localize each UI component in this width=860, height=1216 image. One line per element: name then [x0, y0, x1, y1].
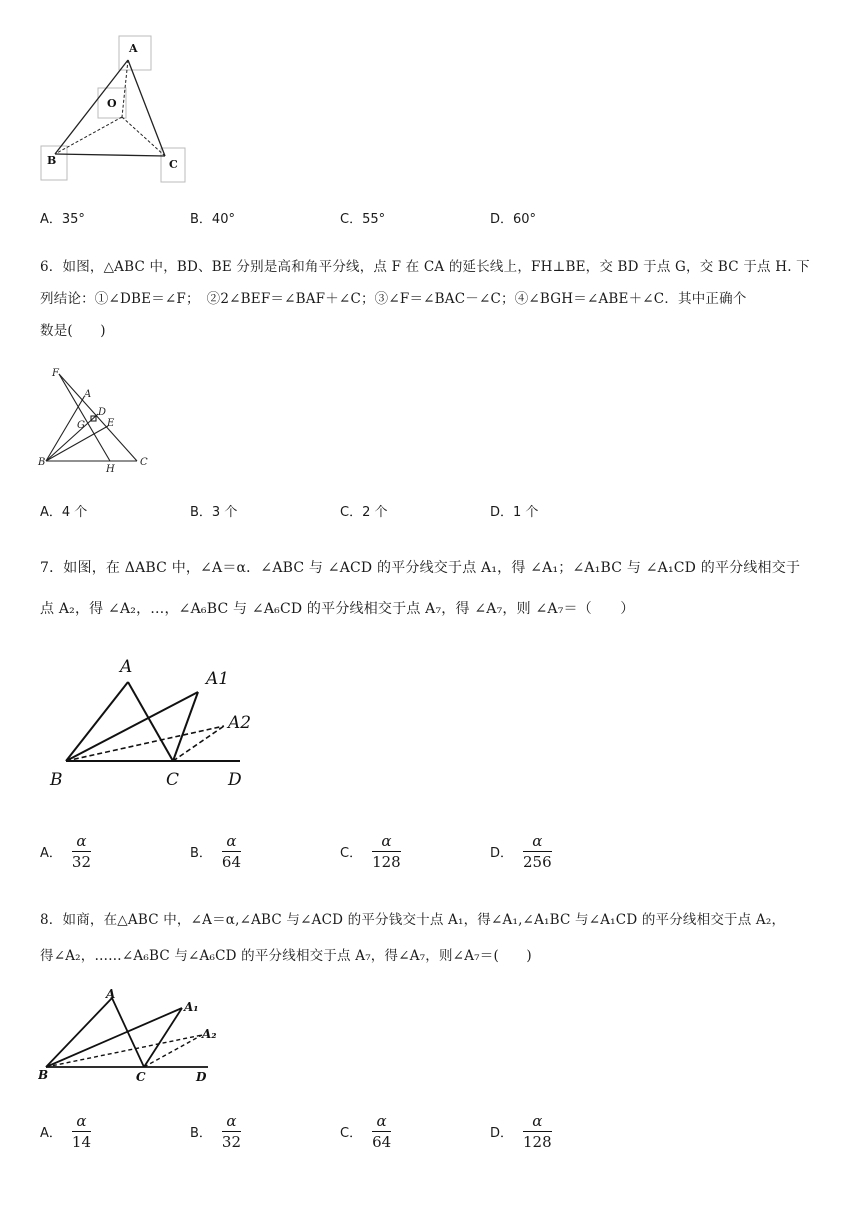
q7-label-d: D — [228, 770, 242, 790]
q7-option-d-fraction — [523, 832, 552, 871]
q5-option-c: C．55° — [340, 212, 386, 227]
q8-option-d-den: 128 — [523, 1133, 552, 1151]
q8-option-d-fraction — [523, 1112, 552, 1151]
q8-label-c: C — [136, 1070, 146, 1084]
q7-text — [40, 548, 830, 630]
q8-option-d-num: α — [532, 1112, 543, 1130]
q7-option-c-fraction — [372, 832, 401, 871]
q8-label-a: A — [106, 987, 116, 1001]
q6-label-h: H — [106, 464, 115, 474]
q8-option-a — [40, 1112, 91, 1151]
q8-label-a2: A₂ — [202, 1027, 217, 1041]
q7-option-d-den: 256 — [523, 853, 552, 871]
q8-option-d-letter: D． — [490, 1126, 514, 1141]
q7-option-d-letter: D． — [490, 846, 514, 861]
q7-figure — [40, 650, 260, 795]
q8-option-d — [490, 1112, 552, 1151]
q8-option-a-num: α — [76, 1112, 87, 1130]
q6-line-2: 列结论：①∠DBE＝∠F； ②2∠BEF＝∠BAF＋∠C；③∠F＝∠BAC－∠C；④∠BGH＝∠ABE＋∠C．其中正确个 — [40, 291, 747, 307]
q8-line-1: 8．如商，在△ABC 中，∠A＝α,∠ABC 与∠ACD 的平分钱交十点 A₁，得∠A₁,∠A₁BC 与∠A₁CD 的平分线相交于点 A₂， — [40, 912, 786, 928]
q5-label-c: C — [169, 158, 178, 171]
q8-label-d: D — [196, 1070, 207, 1084]
q6-label-g: G — [77, 420, 85, 431]
q8-option-b-letter: B． — [190, 1126, 212, 1141]
q7-option-c-den: 128 — [372, 853, 401, 871]
q6-label-a: A — [84, 389, 92, 400]
q6-text — [40, 251, 830, 347]
q6-line-3: 数是( ) — [40, 323, 106, 339]
q7-option-a-fraction — [72, 832, 91, 871]
q7-option-b-letter: B． — [190, 846, 212, 861]
q8-figure — [38, 986, 228, 1086]
q7-option-b-num: α — [226, 832, 237, 850]
q6-line-1: 6．如图，△ABC 中，BD、BE 分别是高和角平分线，点 F 在 CA 的延长线上，FH⊥BE，交 BD 于点 G，交 BC 于点 H. 下 — [40, 259, 810, 275]
q7-option-b-fraction — [222, 832, 241, 871]
q6-option-a: A．4 个 — [40, 505, 88, 520]
q7-option-a-letter: A． — [40, 846, 62, 861]
q5-label-a: A — [129, 42, 138, 55]
q8-option-c-num: α — [376, 1112, 387, 1130]
q7-label-a: A — [120, 657, 133, 677]
q7-line-1: 7．如图，在 ΔABC 中，∠A＝α．∠ABC 与 ∠ACD 的平分线交于点 A₁，得 ∠A₁；∠A₁BC 与 ∠A₁CD 的平分线相交于 — [40, 560, 801, 576]
q6-label-e: E — [107, 418, 115, 429]
q8-option-b — [190, 1112, 241, 1151]
q7-option-c — [340, 832, 401, 871]
q8-option-b-num: α — [226, 1112, 237, 1130]
q6-label-d: D — [98, 407, 107, 418]
q8-option-a-letter: A． — [40, 1126, 62, 1141]
q7-option-c-letter: C． — [340, 846, 363, 861]
q7-option-a-num: α — [76, 832, 87, 850]
q7-option-a-den: 32 — [71, 853, 91, 871]
q7-option-b — [190, 832, 241, 871]
q5-option-b: B．40° — [190, 212, 235, 227]
q6-option-d: D．1 个 — [490, 505, 539, 520]
q5-figure — [38, 34, 188, 186]
q6-option-b: B．3 个 — [190, 505, 238, 520]
q5-label-o: O — [107, 97, 117, 110]
q8-text — [40, 902, 830, 974]
q8-option-b-fraction — [222, 1112, 241, 1151]
q7-label-c: C — [166, 770, 180, 790]
q8-option-c-fraction — [372, 1112, 391, 1151]
q8-option-a-fraction — [72, 1112, 91, 1151]
q7-option-b-den: 64 — [221, 853, 242, 871]
q6-label-f: F — [52, 368, 59, 379]
q7-option-a — [40, 832, 91, 871]
q6-option-c: C．2 个 — [340, 505, 388, 520]
q8-option-c-den: 64 — [372, 1133, 392, 1151]
q8-option-b-den: 32 — [221, 1133, 242, 1151]
q7-line-2: 点 A₂，得 ∠A₂，…，∠A₆BC 与 ∠A₆CD 的平分线相交于点 A₇，得 ∠A₇，则 ∠A₇＝（ ） — [40, 601, 635, 617]
q8-option-a-den: 14 — [71, 1133, 91, 1151]
q6-figure — [36, 364, 156, 474]
q5-option-a: A．35° — [40, 212, 85, 227]
q6-label-c: C — [140, 457, 148, 468]
q8-label-b: B — [38, 1068, 49, 1082]
q8-option-c — [340, 1112, 391, 1151]
q7-label-a1: A1 — [206, 669, 230, 689]
q6-label-b: B — [38, 457, 46, 468]
q7-option-c-num: α — [381, 832, 392, 850]
q7-label-b: B — [50, 770, 63, 790]
q5-label-b: B — [47, 154, 57, 167]
q8-label-a1: A₁ — [184, 1000, 199, 1014]
q7-option-d — [490, 832, 552, 871]
q8-option-c-letter: C． — [340, 1126, 363, 1141]
q7-option-d-num: α — [532, 832, 543, 850]
q7-label-a2: A2 — [228, 713, 252, 733]
q5-option-d: D．60° — [490, 212, 537, 227]
q8-line-2: 得∠A₂，……∠A₆BC 与∠A₆CD 的平分线相交于点 A₇，得∠A₇，则∠A₇＝( ) — [40, 948, 532, 964]
